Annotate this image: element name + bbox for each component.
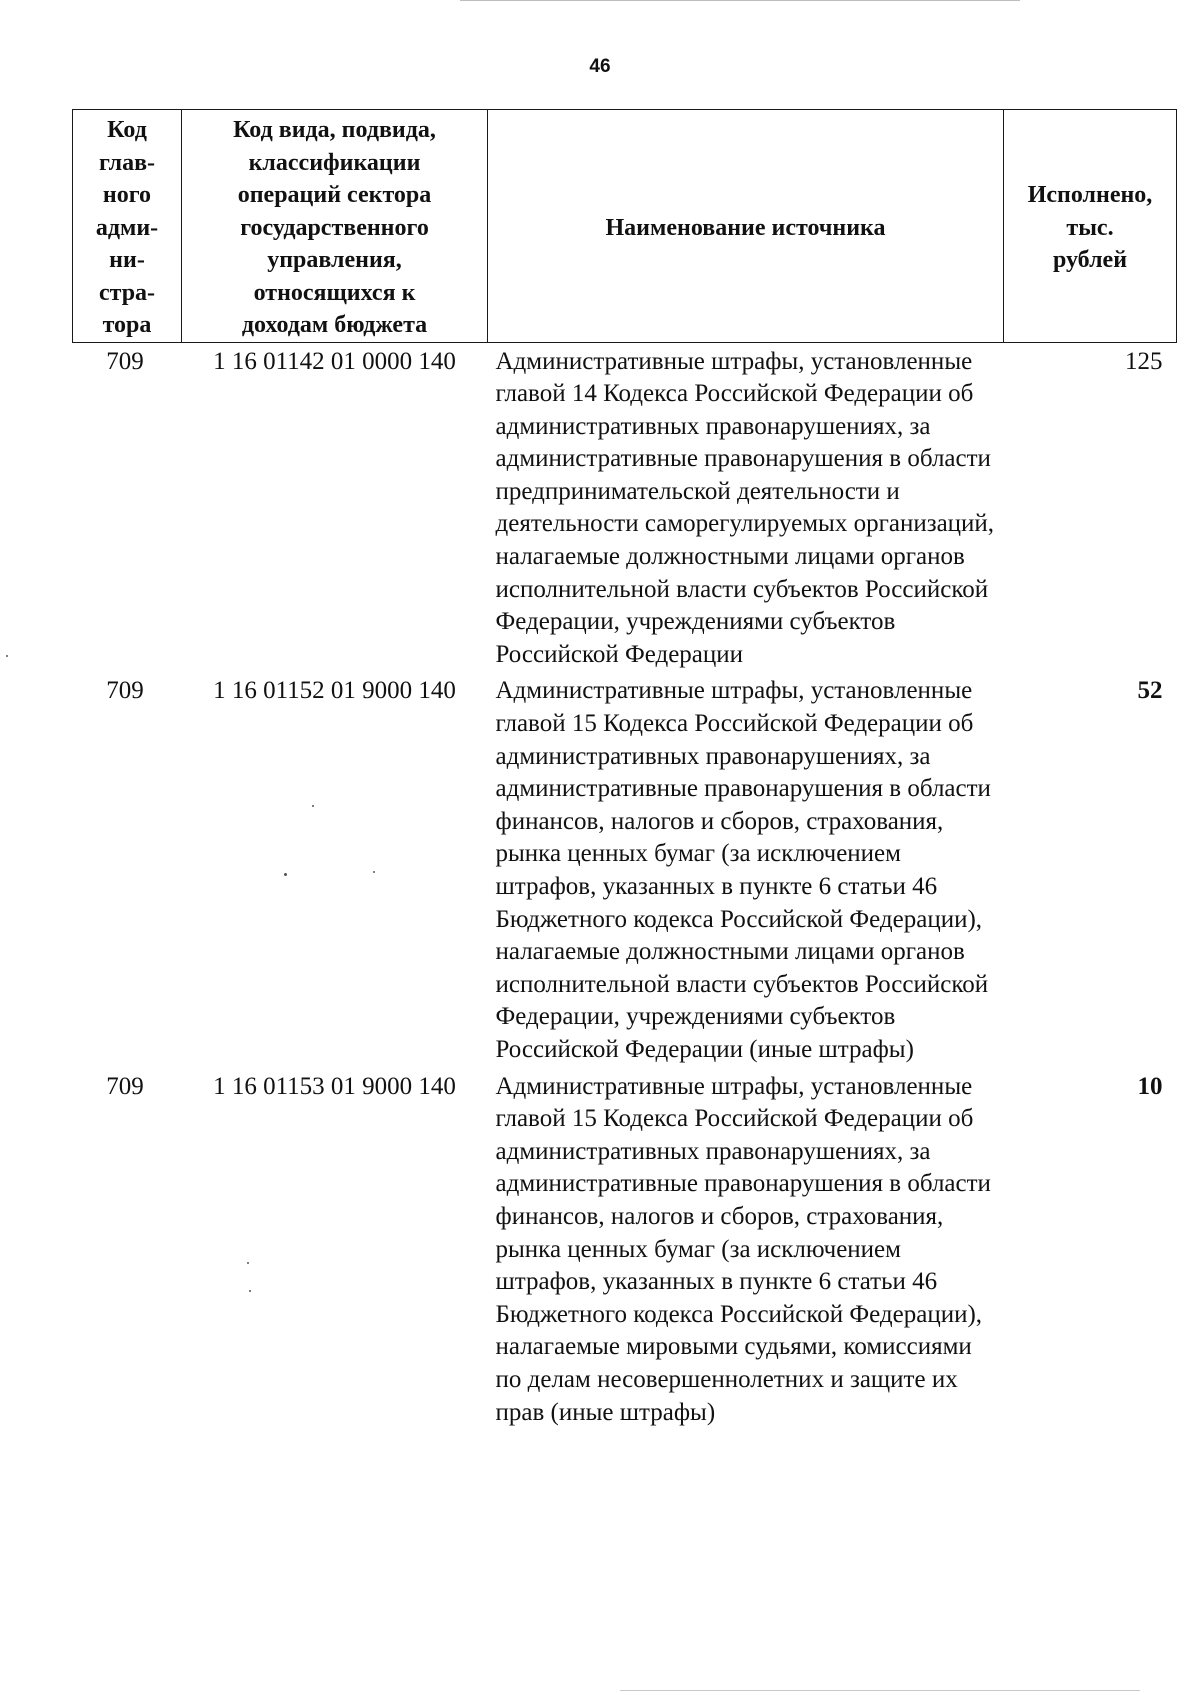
scan-speck: [373, 871, 375, 873]
kbk-cell: 1 16 01142 01 0000 140: [213, 347, 456, 375]
revenue-table: [72, 109, 1177, 1430]
scan-edge-bottom: [620, 1690, 1140, 1691]
header-source-name: Наименование источника: [488, 110, 1004, 343]
admin-code-cell: 709: [106, 1072, 144, 1100]
scan-speck: [6, 655, 8, 657]
scan-speck: [312, 805, 314, 807]
scan-edge-top: [460, 0, 1020, 1]
admin-code-cell: 709: [106, 677, 144, 705]
admin-code-cell: 709: [106, 347, 144, 375]
scan-speck: [284, 873, 287, 876]
header-kbk: Код вида, подвида, классификации операций сектора государственного управления, относящихся к доходам бюджета: [182, 110, 488, 343]
kbk-cell: 1 16 01153 01 9000 140: [213, 1072, 456, 1100]
kbk-cell: 1 16 01152 01 9000 140: [213, 677, 456, 705]
scan-speck: [247, 1262, 249, 1264]
amount-cell: 125: [1125, 347, 1163, 375]
header-admin-code: Код глав- ного адми- ни- стра- тора: [73, 110, 182, 343]
table-row: [73, 342, 1177, 672]
table-row: [73, 1068, 1177, 1431]
amount-cell: 10: [1137, 1072, 1163, 1100]
table-row: [73, 672, 1177, 1067]
header-amount: Исполнено, тыс. рублей: [1004, 110, 1177, 343]
source-name-cell: Административные штрафы, установленные главой 15 Кодекса Российской Федерации об административных правонарушениях, за административные правонарушения в области финансов, налогов и сборов, страхования, рынка ценных бумаг (за исключением штрафов, указанных в пункте 6 статьи 46 Бюджетного кодекса Российской Федерации), налагаемые мировыми судьями, комиссиями по делам несовершеннолетних и защите их прав (иные штрафы): [495, 1072, 991, 1426]
table-header: [73, 110, 1177, 343]
scan-speck: [249, 1290, 251, 1292]
source-name-cell: Административные штрафы, установленные главой 14 Кодекса Российской Федерации об административных правонарушениях, за административные правонарушения в области предпринимательской деятельности и деятельности саморегулируемых организаций, налагаемые должностными лицами органов исполнительной власти субъектов Российской Федерации, учреждениями субъектов Российской Федерации: [495, 347, 995, 668]
source-name-cell: Административные штрафы, установленные главой 15 Кодекса Российской Федерации об административных правонарушениях, за административные правонарушения в области финансов, налогов и сборов, страхования, рынка ценных бумаг (за исключением штрафов, указанных в пункте 6 статьи 46 Бюджетного кодекса Российской Федерации), налагаемые должностными лицами органов исполнительной власти субъектов Российской Федерации, учреждениями субъектов Российской Федерации (иные штрафы): [495, 677, 991, 1063]
page-number: 46: [589, 56, 611, 77]
amount-cell: 52: [1137, 677, 1163, 705]
